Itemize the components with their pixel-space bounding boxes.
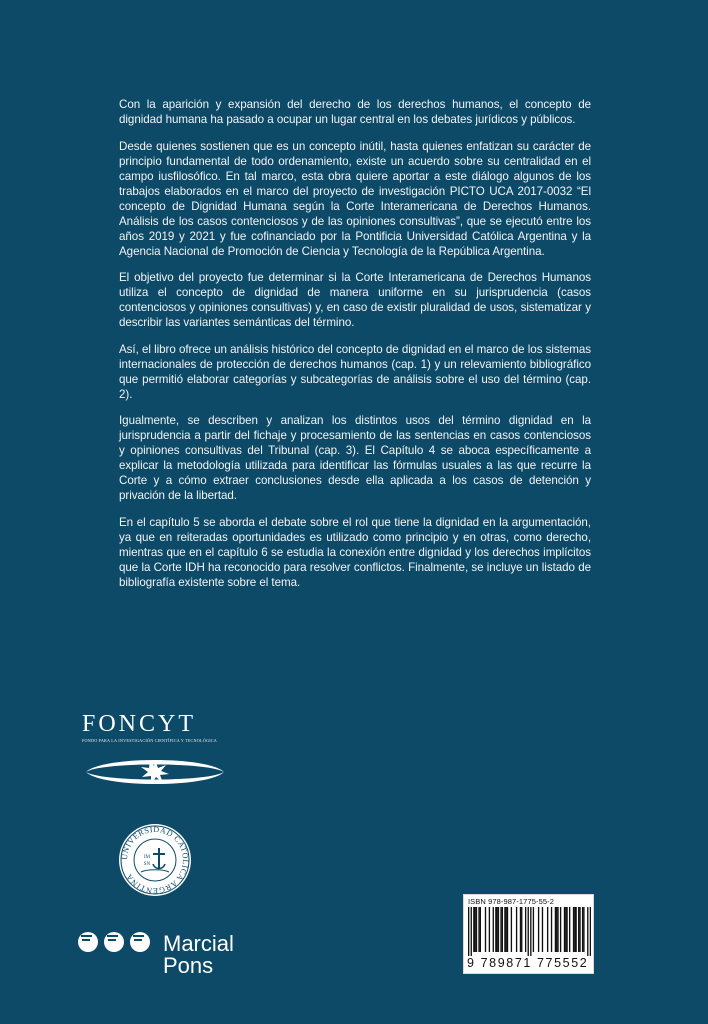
- barcode-bar: [485, 907, 486, 952]
- barcode-bar: [587, 907, 588, 956]
- barcode-bar: [480, 907, 481, 952]
- back-cover-text: [119, 97, 591, 601]
- publisher-name-line1: Marcial: [163, 931, 234, 956]
- barcode-bar: [573, 907, 574, 952]
- barcode-bar: [507, 907, 508, 952]
- paragraph: Con la aparición y expansión del derecho de los derechos humanos, el concepto de dignidad humana ha pasado a ocupar un lugar central en los debates jurídicos y públicos.: [119, 98, 591, 126]
- uca-seal-icon: [117, 822, 193, 898]
- barcode-bar: [574, 907, 575, 952]
- svg-text:SN: SN: [143, 862, 151, 867]
- foncyt-subtitle: FONDO PARA LA INVESTIGACIÓN CIENTÍFICA Y TECNOLÓGICA: [82, 738, 218, 743]
- paragraph: Así, el libro ofrece un análisis histórico del concepto de dignidad en el marco de los sistemas internacionales de protección de derechos humanos (cap. 1) y un relevamiento bibliográfico que permitió elaborar categorías y subcategorías de análisis sobre el uso del término (cap. 2).: [119, 342, 591, 401]
- barcode-bar: [473, 907, 474, 952]
- barcode-bar: [474, 907, 475, 952]
- barcode-bar: [468, 907, 469, 956]
- barcode-bar: [557, 907, 558, 952]
- barcode-bar: [489, 907, 490, 952]
- barcode-bar: [502, 907, 503, 952]
- barcode-bar: [565, 907, 566, 952]
- barcode-bar: [520, 907, 521, 952]
- publisher-name: [163, 933, 234, 977]
- barcode-bar: [528, 907, 529, 956]
- barcode-bar: [569, 907, 570, 952]
- barcode-bar: [590, 907, 591, 956]
- paragraph: En el capítulo 5 se aborda el debate sobre el rol que tiene la dignidad en la argumentación, ya que en reiteradas oportunidades es utilizado como principio y en otras, como derecho, mientras que en el capítulo 6 se estudia la conexión entre dignidad y los derechos implícitos que la Corte IDH ha reconocido para resolver conflictos. Finalmente, se incluye un listado de bibliografía existente sobre el tema.: [119, 515, 591, 589]
- barcode-bar: [533, 907, 534, 952]
- barcode-bar: [579, 907, 580, 952]
- barcode-bar: [578, 907, 579, 952]
- foncyt-logo: [82, 712, 230, 790]
- barcode-bar: [476, 907, 477, 952]
- barcode-bar: [566, 907, 567, 952]
- barcode-bar: [471, 907, 472, 956]
- marcial-pons-circles-icon: [78, 930, 158, 954]
- barcode-bar: [547, 907, 548, 952]
- barcode-bar: [530, 907, 531, 956]
- barcode-bar: [564, 907, 565, 952]
- barcode-digits: 9 789871 775552: [467, 956, 589, 970]
- barcode-bar: [506, 907, 507, 952]
- barcode-bar: [504, 907, 505, 952]
- barcode-bar: [542, 907, 543, 952]
- barcode-bar: [551, 907, 552, 952]
- publisher-name-line2: Pons: [163, 953, 214, 978]
- barcode-bar: [516, 907, 517, 952]
- foncyt-swirl-star-icon: [82, 754, 228, 790]
- barcode-bar: [493, 907, 494, 952]
- barcode-bar: [521, 907, 522, 952]
- barcode-bar: [582, 907, 583, 952]
- paragraph: Igualmente, se describen y analizan los distintos usos del término dignidad en la jurisprudencia a partir del fichaje y procesamiento de las sentencias en casos contenciosos y opiniones consultivas del Tribunal (cap. 3). El Capítulo 4 se aboca específicamente a explicar la metodología utilizada para identificar las fórmulas usuales a las que recurre la Corte y a cómo extraer conclusiones desde ella aplicada a los casos de detención y privación de la libertad.: [119, 414, 591, 502]
- barcode-bars: [468, 907, 591, 956]
- barcode-bar: [538, 907, 539, 952]
- barcode-bar: [511, 907, 512, 952]
- barcode-bar: [525, 907, 526, 952]
- seal-ring-text: UNIVERSIDAD CATOLICA ARGENTINA: [119, 824, 191, 896]
- barcode-bar: [555, 907, 556, 952]
- isbn-label: ISBN 978-987-1775-55-2: [468, 897, 555, 906]
- barcode-bar: [498, 907, 499, 952]
- barcode-bar: [496, 907, 497, 952]
- barcode-bar: [556, 907, 557, 952]
- barcode-bar: [575, 907, 576, 952]
- svg-text:IM: IM: [143, 855, 151, 860]
- barcode-bar: [583, 907, 584, 952]
- barcode-bar: [560, 907, 561, 952]
- paragraph: El objetivo del proyecto fue determinar si la Corte Interamericana de Derechos Humanos utiliza el concepto de dignidad de manera uniforme en su jurisprudencia (casos contenciosos y opiniones consultivas) y, en caso de existir pluralidad de usos, sistematizar y describir las variantes semánticas del término.: [119, 271, 591, 329]
- barcode-bar: [495, 907, 496, 952]
- barcode-bar: [478, 907, 479, 952]
- foncyt-title: FONCYT: [82, 711, 197, 737]
- barcode-bar: [500, 907, 501, 952]
- isbn-barcode: [463, 894, 594, 974]
- marcial-pons-logo: [78, 930, 258, 980]
- paragraph: Desde quienes sostienen que es un concepto inútil, hasta quienes enfatizan su carácter de principio fundamental de todo ordenamiento, existe un acuerdo sobre su centralidad en el campo iusfilosófico. En tal marco, esta obra quiere aportar a este diálogo algunos de los trabajos elaborados en el marco del proyecto de investigación PICTO UCA 2017-0032 “El concepto de Dignidad Humana según la Corte Interamericana de Derechos Humanos. Análisis de los casos contenciosos y de las opiniones consultivas”, que se ejecutó entre los años 2019 y 2021 y fue cofinanciado por la Pontificia Universidad Católica Argentina y la Agencia Nacional de Promoción de Ciencia y Tecnología de la República Argentina.: [119, 139, 591, 258]
